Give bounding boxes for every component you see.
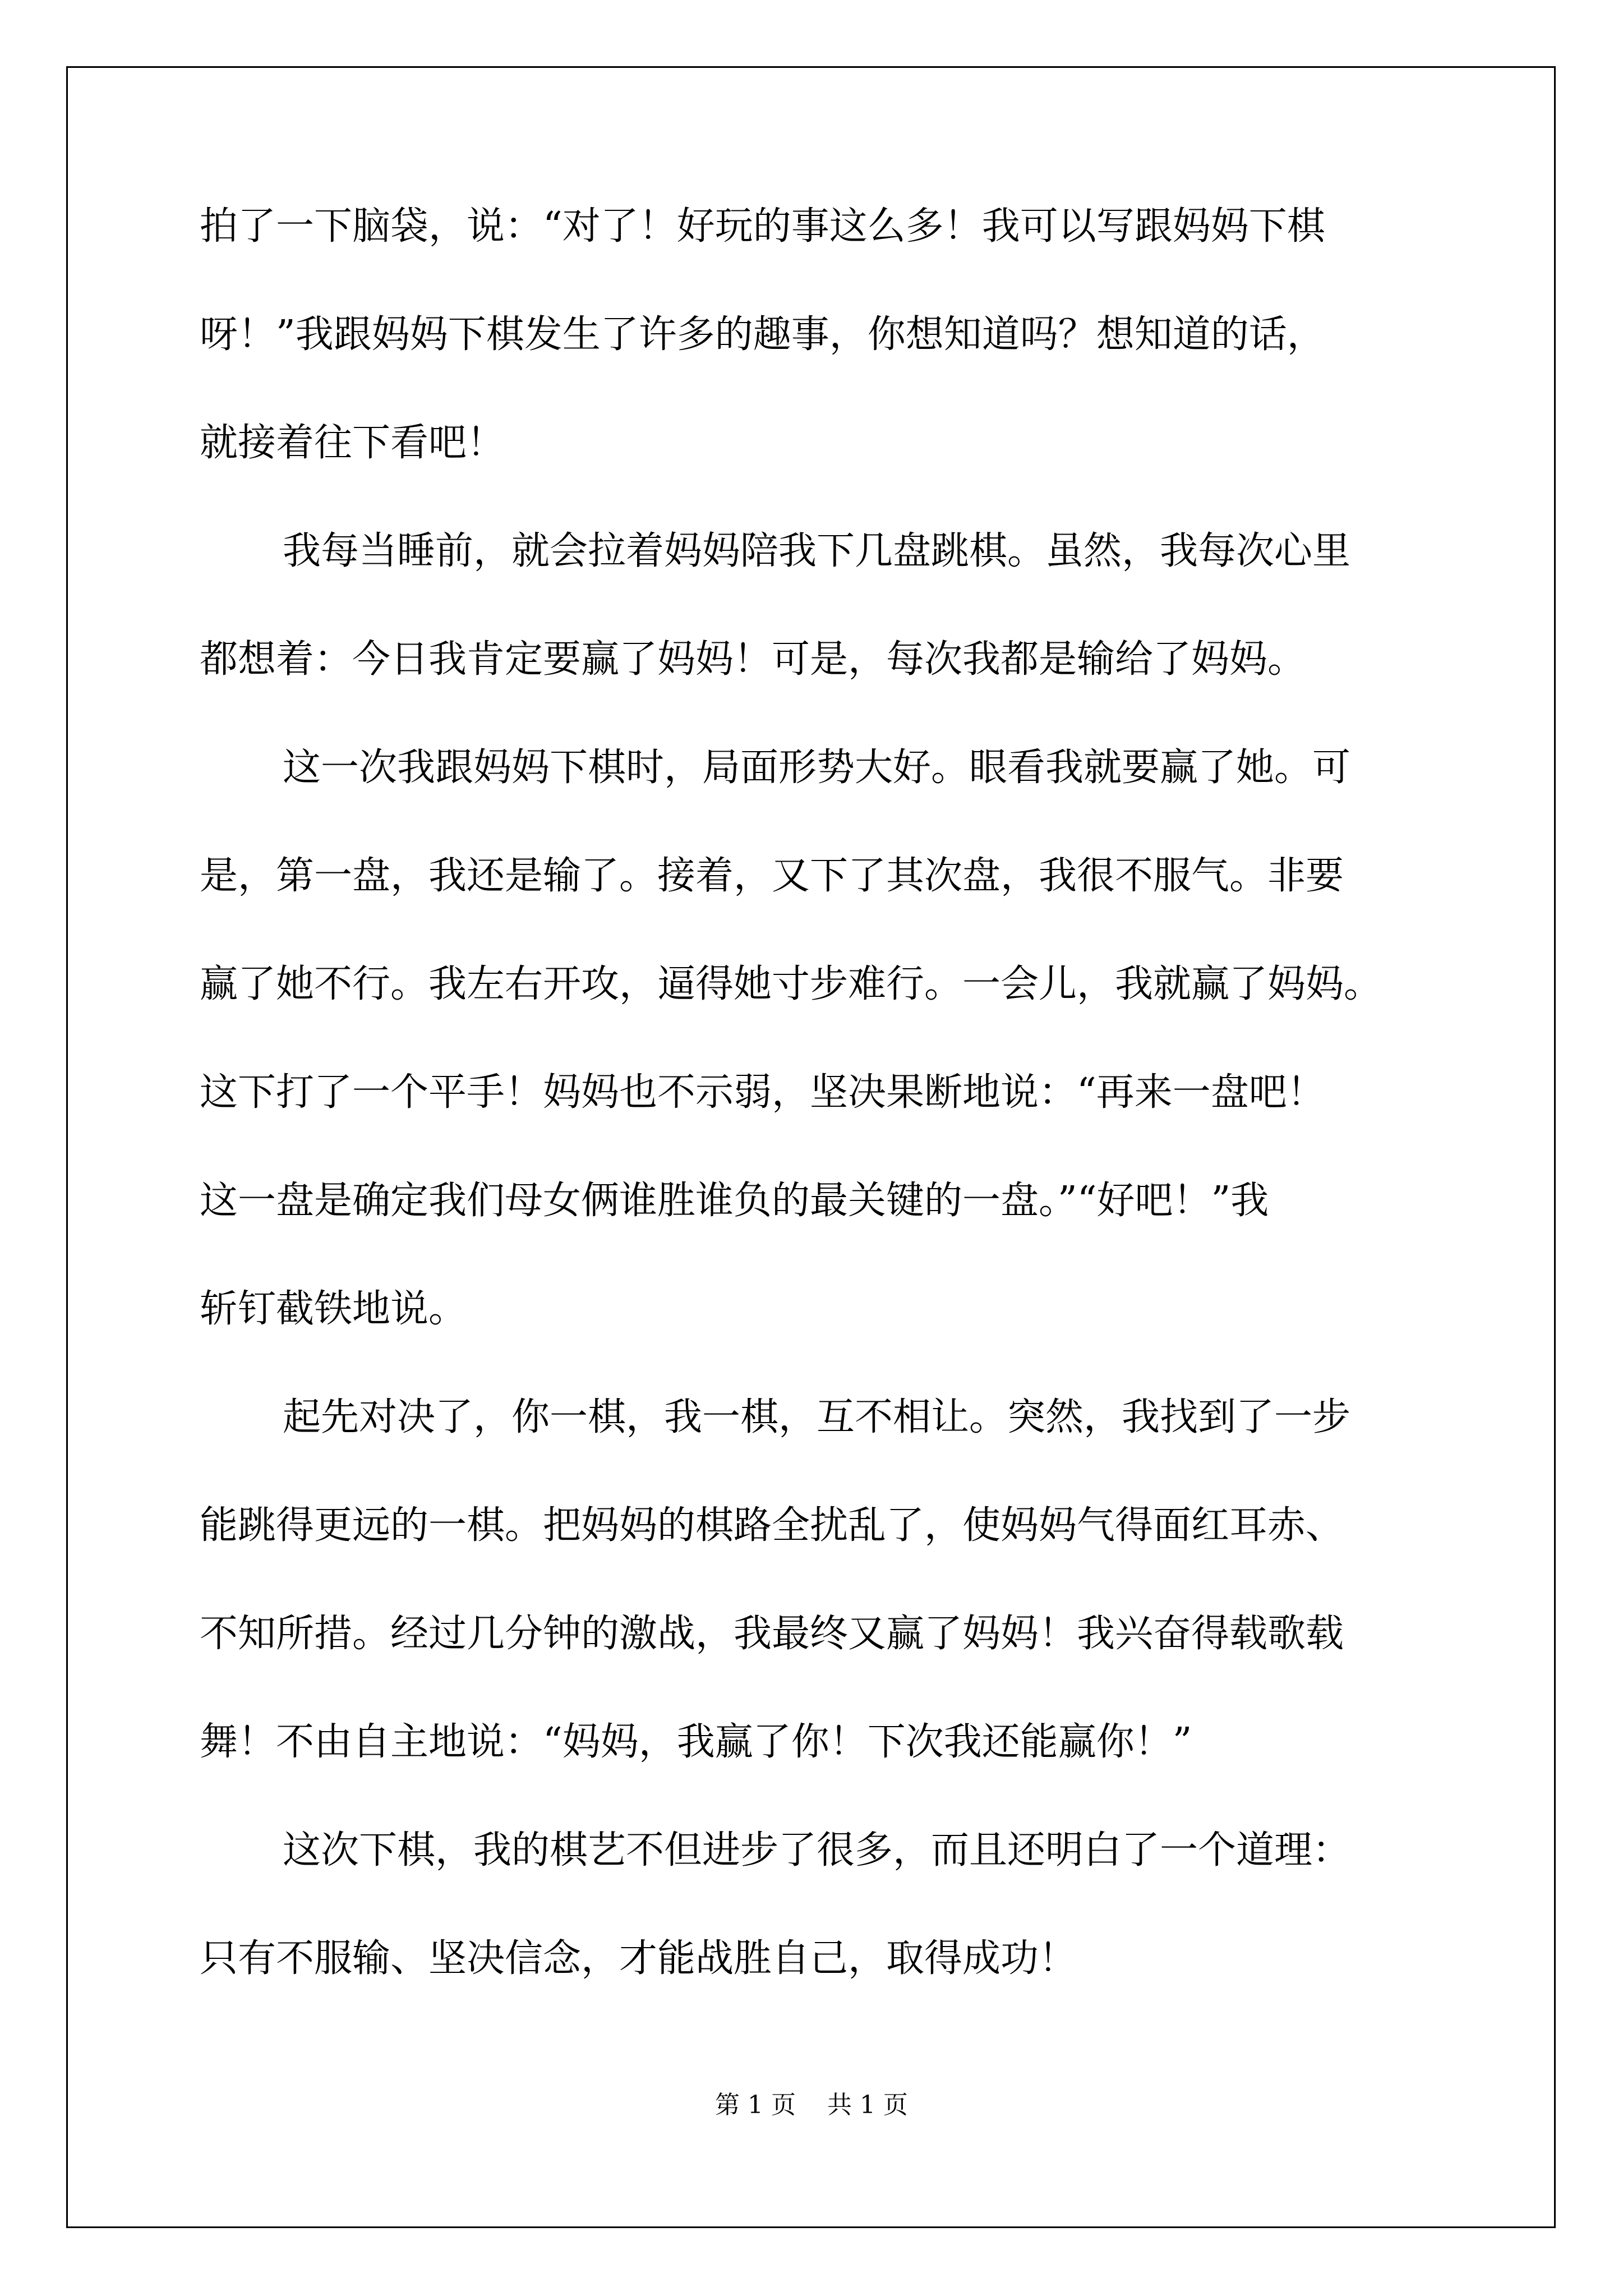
page-border — [66, 66, 1556, 2228]
text-line: 都想着：今日我肯定要赢了妈妈！可是，每次我都是输给了妈妈。 — [200, 637, 1306, 682]
paragraph-first-line: 这一次我跟妈妈下棋时，局面形势大好。眼看我就要赢了她。可 — [283, 746, 1351, 790]
text-line: 呀！”我跟妈妈下棋发生了许多的趣事，你想知道吗？想知道的话， — [200, 312, 1325, 357]
paragraph-first-line: 我每当睡前，就会拉着妈妈陪我下几盘跳棋。虽然，我每次心里 — [283, 529, 1351, 573]
text-line: 这下打了一个平手！妈妈也不示弱，坚决果断地说：“再来一盘吧！ — [200, 1070, 1325, 1115]
text-line: 赢了她不行。我左右开攻，逼得她寸步难行。一会儿，我就赢了妈妈。 — [200, 962, 1382, 1006]
text-line: 斩钉截铁地说。 — [200, 1287, 467, 1331]
text-line: 就接着往下看吧！ — [200, 421, 505, 465]
text-line: 能跳得更远的一棋。把妈妈的棋路全扰乱了，使妈妈气得面红耳赤、 — [200, 1503, 1344, 1548]
text-line: 这一盘是确定我们母女俩谁胜谁负的最关键的一盘。”“好吧！”我 — [200, 1179, 1269, 1223]
paragraph-first-line: 这次下棋，我的棋艺不但进步了很多，而且还明白了一个道理： — [283, 1828, 1351, 1872]
text-line: 只有不服输、坚决信念，才能战胜自己，取得成功！ — [200, 1936, 1077, 1981]
text-line: 拍了一下脑袋，说：“对了！好玩的事这么多！我可以写跟妈妈下棋 — [200, 204, 1325, 249]
page-footer: 第 1 页 共 1 页 — [715, 2091, 908, 2119]
text-line: 是，第一盘，我还是输了。接着，又下了其次盘，我很不服气。非要 — [200, 854, 1344, 898]
text-line: 不知所措。经过几分钟的激战，我最终又赢了妈妈！我兴奋得载歌载 — [200, 1612, 1344, 1656]
text-line: 舞！不由自主地说：“妈妈，我赢了你！下次我还能赢你！” — [200, 1720, 1192, 1764]
paragraph-first-line: 起先对决了，你一棋，我一棋，互不相让。突然，我找到了一步 — [283, 1395, 1351, 1439]
